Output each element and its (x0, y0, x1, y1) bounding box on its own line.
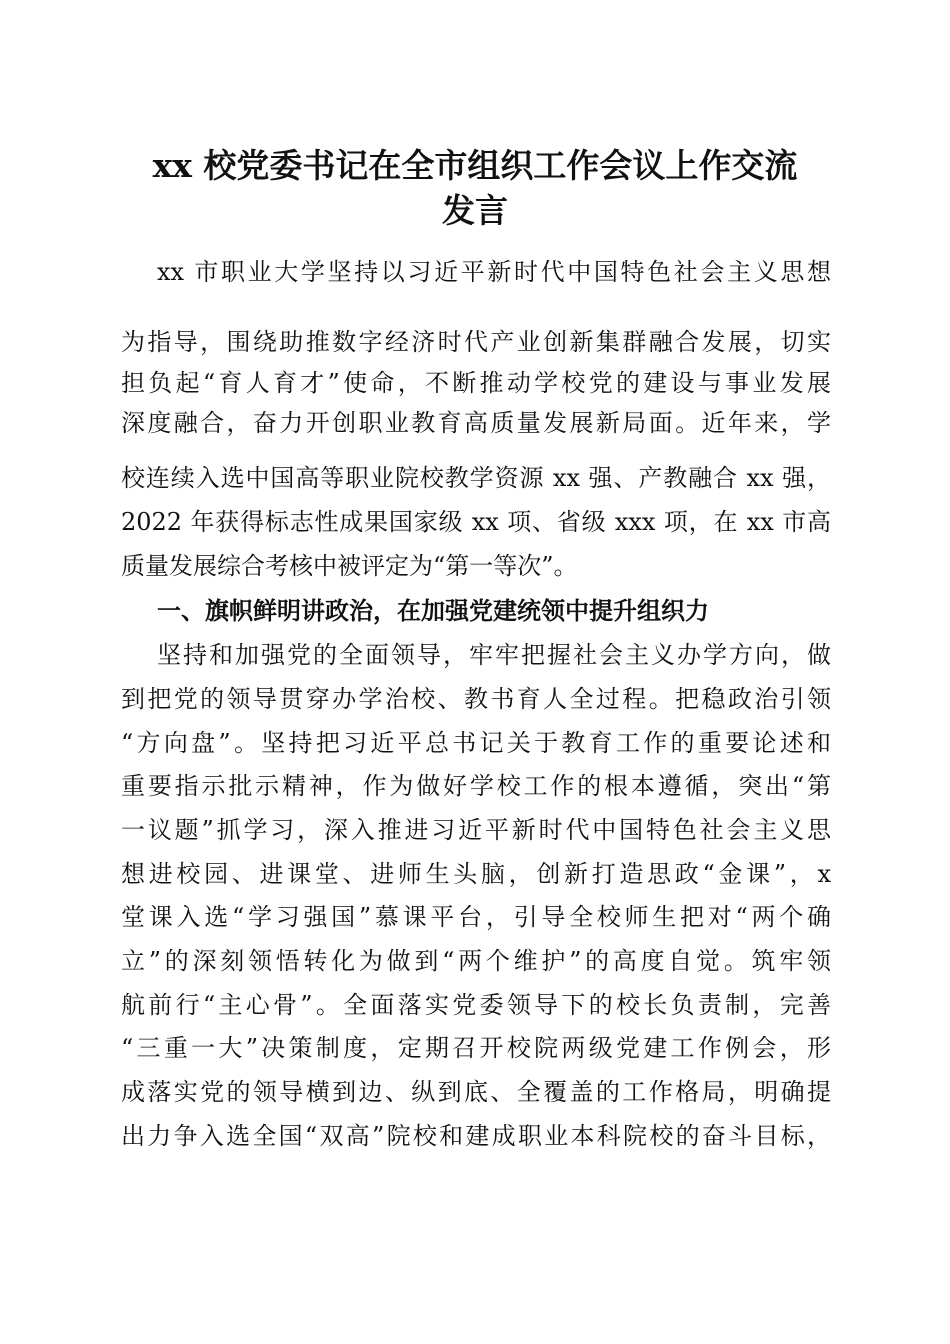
paragraph-line: 担负起“育人育才”使命，不断推动学校党的建设与事业发展 (121, 369, 831, 397)
paragraph-line: xx 市职业大学坚持以习近平新时代中国特色社会主义思想 (157, 258, 831, 286)
paragraph-line: 到把党的领导贯穿办学治校、教书育人全过程。把稳政治引领 (121, 685, 831, 713)
paragraph-line: 为指导，围绕助推数字经济时代产业创新集群融合发展，切实 (121, 328, 831, 356)
paragraph-line: 航前行“主心骨”。全面落实党委领导下的校长负责制，完善 (121, 991, 831, 1019)
paragraph-line: 坚持和加强党的全面领导，牢牢把握社会主义办学方向，做 (157, 641, 831, 669)
paragraph-line: 想进校园、进课堂、进师生头脑，创新打造思政“金课”，x (121, 860, 831, 888)
paragraph-line: 2022 年获得标志性成果国家级 xx 项、省级 xxx 项，在 xx 市高 (121, 508, 831, 536)
paragraph-line: 立”的深刻领悟转化为做到“两个维护”的高度自觉。筑牢领 (121, 947, 831, 975)
document-title-line-1: xx 校党委书记在全市组织工作会议上作交流 (152, 146, 798, 185)
paragraph-line: 深度融合，奋力开创职业教育高质量发展新局面。近年来，学 (121, 409, 831, 437)
paragraph-line: 质量发展综合考核中被评定为“第一等次”。 (121, 552, 578, 580)
document-title-line-2: 发言 (442, 191, 508, 230)
paragraph-line: “方向盘”。坚持把习近平总书记关于教育工作的重要论述和 (121, 729, 831, 757)
paragraph-line: “三重一大”决策制度，定期召开校院两级党建工作例会，形 (121, 1034, 831, 1062)
paragraph-line: 成落实党的领导横到边、纵到底、全覆盖的工作格局，明确提 (121, 1078, 831, 1106)
paragraph-line: 堂课入选“学习强国”慕课平台，引导全校师生把对“两个确 (121, 903, 831, 931)
paragraph-line: 一议题”抓学习，深入推进习近平新时代中国特色社会主义思 (121, 816, 831, 844)
paragraph-line: 重要指示批示精神，作为做好学校工作的根本遵循，突出“第 (121, 772, 831, 800)
paragraph-line: 出力争入选全国“双高”院校和建成职业本科院校的奋斗目标， (121, 1122, 831, 1150)
paragraph-line: 校连续入选中国高等职业院校教学资源 xx 强、产教融合 xx 强， (121, 464, 831, 492)
section-heading: 一、旗帜鲜明讲政治，在加强党建统领中提升组织力 (157, 597, 709, 625)
